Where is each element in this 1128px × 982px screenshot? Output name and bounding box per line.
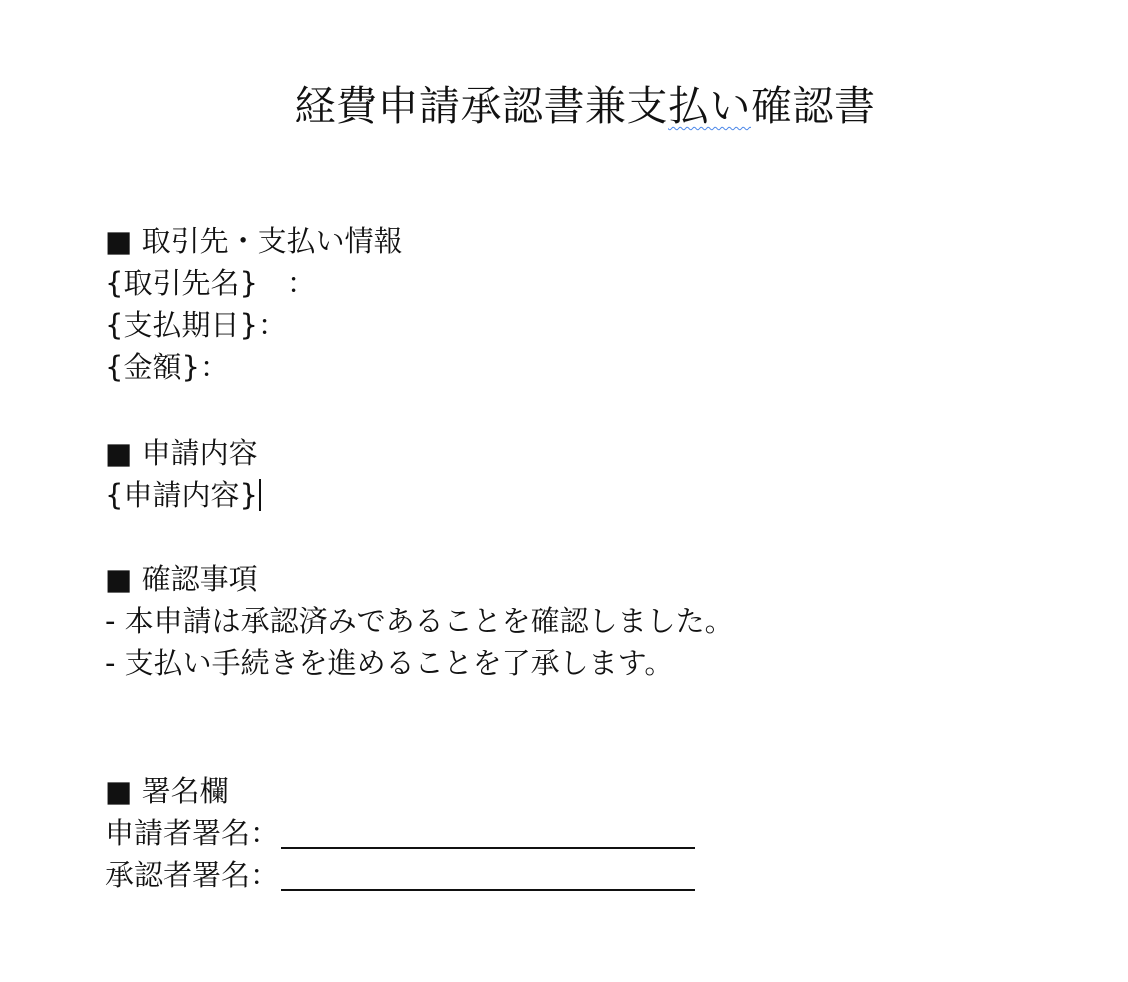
applicant-signature-label: 申請者署名： xyxy=(105,816,280,850)
title-part3: 確認書 xyxy=(751,82,876,130)
payment-info-section xyxy=(105,220,1085,388)
request-section xyxy=(105,432,1085,516)
applicant-signature-line xyxy=(105,812,1085,854)
title-part2-spellcheck: 払い xyxy=(668,82,751,130)
request-content-text: {申請内容} xyxy=(105,478,258,512)
text-cursor xyxy=(259,479,261,511)
approver-signature-line xyxy=(105,854,1085,896)
confirmation-heading: ■ 確認事項 xyxy=(105,562,258,596)
payment-info-heading: ■ 取引先・支払い情報 xyxy=(105,224,403,258)
document-title xyxy=(0,78,1128,134)
confirmation-item-2: - 支払い手続きを進めることを了承します。 xyxy=(105,646,674,680)
due-date-line: {支払期日}： xyxy=(105,308,287,342)
confirmation-section xyxy=(105,558,1085,684)
signature-section xyxy=(105,770,1085,896)
confirmation-item-1: - 本申請は承認済みであることを確認しました。 xyxy=(105,604,734,638)
applicant-signature-blank xyxy=(281,817,695,849)
title-part1: 経費申請承認書兼支 xyxy=(294,82,668,130)
amount-line: {金額}： xyxy=(105,350,229,384)
approver-signature-blank xyxy=(281,859,695,891)
vendor-name-line: {取引先名} ： xyxy=(105,266,316,300)
signature-heading: ■ 署名欄 xyxy=(105,774,229,808)
approver-signature-label: 承認者署名： xyxy=(105,858,280,892)
request-heading: ■ 申請内容 xyxy=(105,436,258,470)
request-content-line[interactable] xyxy=(105,474,1085,516)
